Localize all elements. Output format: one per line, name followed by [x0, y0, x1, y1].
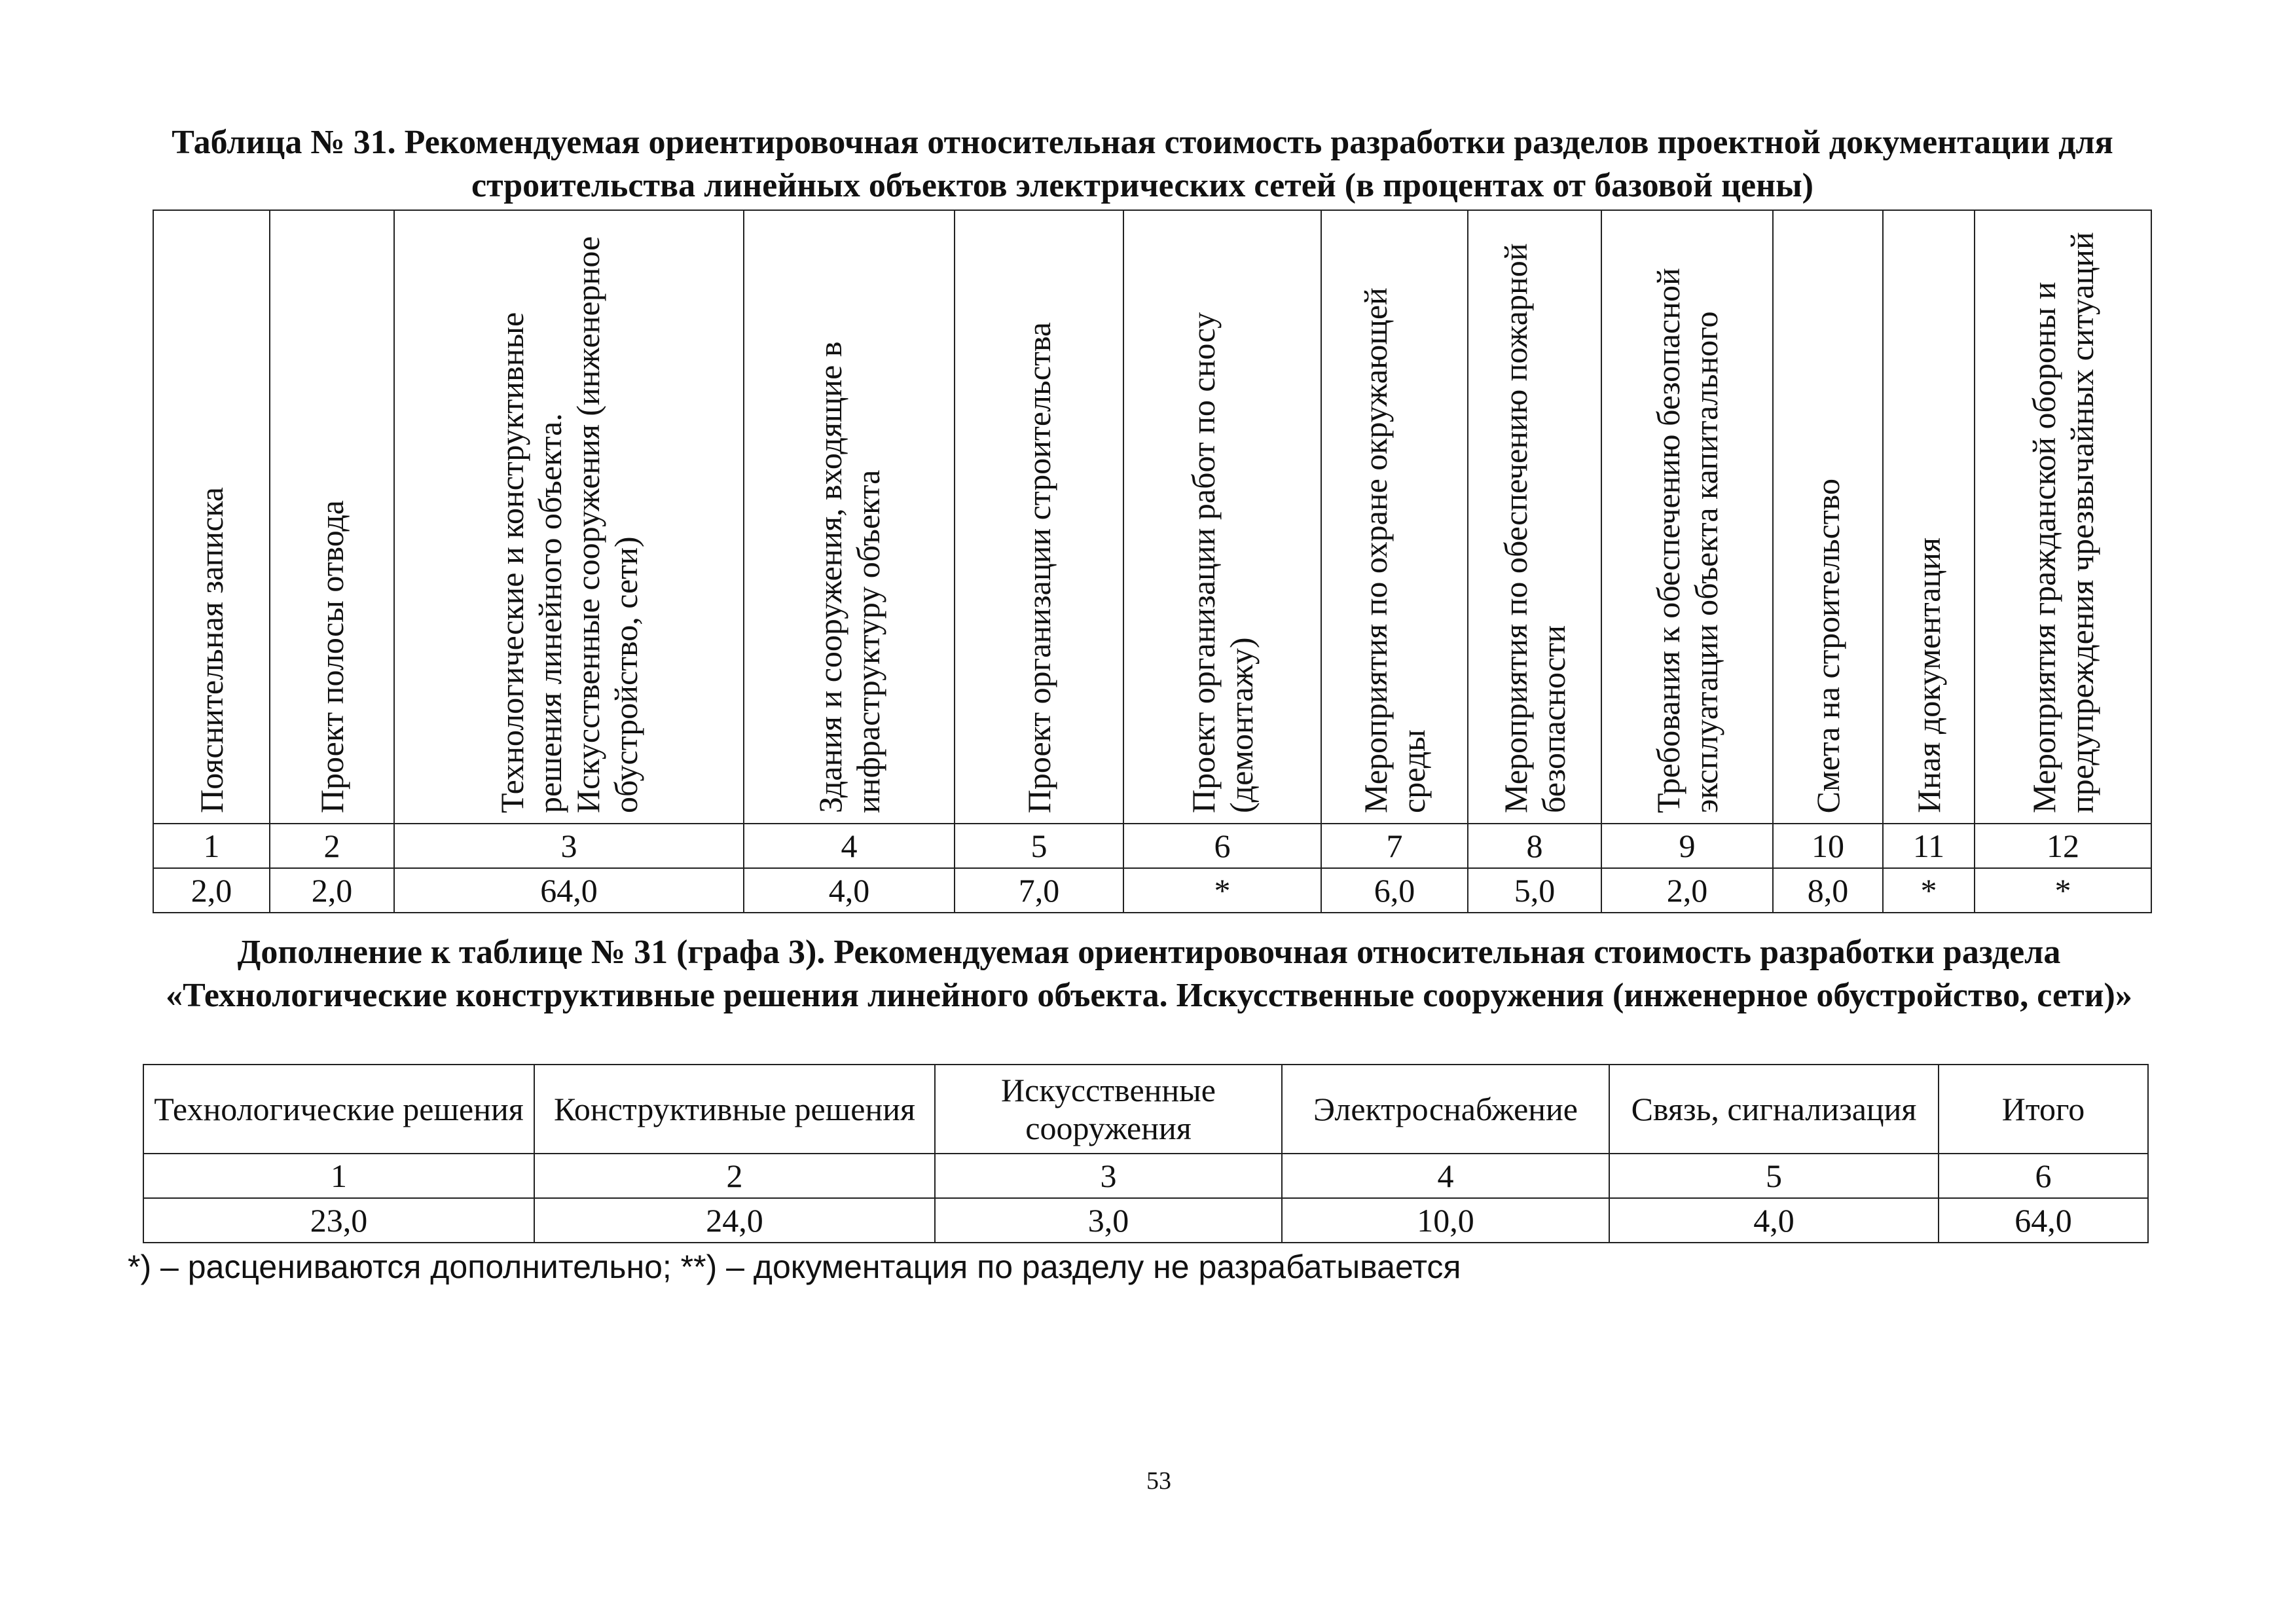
- supplement-value-row: [143, 1198, 2148, 1243]
- header-cell: [744, 210, 955, 824]
- table31-number-row: [153, 824, 2151, 868]
- header-cell: [1773, 210, 1883, 824]
- column-number: 6: [1939, 1154, 2148, 1198]
- column-number: 7: [1321, 824, 1468, 868]
- page-number: 53: [1146, 1467, 1171, 1495]
- header-cell: [394, 210, 744, 824]
- value-cell: 3,0: [935, 1198, 1282, 1243]
- column-number: 8: [1468, 824, 1601, 868]
- header-cell: [153, 210, 270, 824]
- value-cell: *: [1883, 868, 1975, 913]
- column-number: 4: [1282, 1154, 1609, 1198]
- column-number: 5: [955, 824, 1123, 868]
- header-go-chs: Мероприятия гражданской обороны и предупреждения чрезвычайных ситуаций: [2026, 232, 2100, 813]
- header-cell: [1883, 210, 1975, 824]
- header-bezopasnaya-ekspluataciya: Требования к обеспечению безопасной эксплуатации объекта капитального: [1650, 268, 1724, 813]
- header-pos: Проект организации строительства: [1021, 321, 1057, 813]
- value-cell: 10,0: [1282, 1198, 1609, 1243]
- header-itogo: Итого: [1939, 1065, 2148, 1154]
- supplement-number-row: [143, 1154, 2148, 1198]
- value-cell: 5,0: [1468, 868, 1601, 913]
- column-number: 9: [1601, 824, 1773, 868]
- value-cell: 64,0: [1939, 1198, 2148, 1243]
- header-smeta: Смета на строительство: [1810, 478, 1846, 813]
- supplement-header-row: [143, 1065, 2148, 1154]
- column-number: 2: [534, 1154, 935, 1198]
- value-cell: 2,0: [1601, 868, 1773, 913]
- header-cell: [955, 210, 1123, 824]
- header-okhrana-sredy: Мероприятия по охране окружающей среды: [1357, 287, 1432, 813]
- header-cell: [1468, 210, 1601, 824]
- header-tekhnologicheskie: Технологические и конструктивные решения линейного объекта. Искусственные сооружения (инженерное обустройство, сети): [494, 236, 644, 813]
- column-number: 10: [1773, 824, 1883, 868]
- column-number: 1: [143, 1154, 534, 1198]
- column-number: 11: [1883, 824, 1975, 868]
- header-svyaz: Связь, сигнализация: [1609, 1065, 1939, 1154]
- header-iskusstvennye-sooruzheniya: Искусственные сооружения: [935, 1065, 1282, 1154]
- table31-title: Таблица № 31. Рекомендуемая ориентировочная относительная стоимость разработки разделов проектной документации для строительства линейных объектов электрических сетей (в процентах от базовой цены): [172, 124, 2113, 204]
- value-cell: 24,0: [534, 1198, 935, 1243]
- value-cell: 4,0: [1609, 1198, 1939, 1243]
- header-proekt-polosy: Проект полосы отвода: [314, 500, 350, 813]
- header-cell: [1123, 210, 1321, 824]
- header-cell: [270, 210, 394, 824]
- column-number: 1: [153, 824, 270, 868]
- value-cell: 64,0: [394, 868, 744, 913]
- header-pozharnaya: Мероприятия по обеспечению пожарной безопасности: [1497, 243, 1572, 813]
- supplement-title: Дополнение к таблице № 31 (графа 3). Рекомендуемая ориентировочная относительная стоимость разработки раздела «Технологические конструктивные решения линейного объекта. Искусственные сооружения (инженерное обустройство, сети)»: [166, 934, 2132, 1014]
- header-poyasnitelnaya: Пояснительная записка: [193, 487, 230, 813]
- value-cell: *: [1975, 868, 2151, 913]
- column-number: 12: [1975, 824, 2151, 868]
- footnote: *) – расцениваются дополнительно; **) – документация по разделу не разрабатывается: [128, 1249, 1461, 1285]
- value-cell: 2,0: [270, 868, 394, 913]
- value-cell: 23,0: [143, 1198, 534, 1243]
- column-number: 6: [1123, 824, 1321, 868]
- header-snos: Проект организации работ по сносу (демонтажу): [1185, 312, 1260, 813]
- value-cell: 6,0: [1321, 868, 1468, 913]
- table31-value-row: [153, 868, 2151, 913]
- header-tekhnologicheskie-resheniya: Технологические решения: [143, 1065, 534, 1154]
- value-cell: *: [1123, 868, 1321, 913]
- header-cell: [1321, 210, 1468, 824]
- column-number: 2: [270, 824, 394, 868]
- value-cell: 4,0: [744, 868, 955, 913]
- column-number: 4: [744, 824, 955, 868]
- header-elektrosnabzhenie: Электроснабжение: [1282, 1065, 1609, 1154]
- value-cell: 2,0: [153, 868, 270, 913]
- supplement-table: [143, 1064, 2149, 1243]
- column-number: 3: [394, 824, 744, 868]
- table-31: [153, 210, 2152, 913]
- header-zdaniya: Здания и сооружения, входящие в инфраструктуру объекта: [812, 341, 886, 813]
- header-cell: [1601, 210, 1773, 824]
- header-cell: [1975, 210, 2151, 824]
- column-number: 3: [935, 1154, 1282, 1198]
- header-inaya: Иная документация: [1910, 538, 1947, 813]
- value-cell: 7,0: [955, 868, 1123, 913]
- column-number: 5: [1609, 1154, 1939, 1198]
- table31-header-row: [153, 210, 2151, 824]
- value-cell: 8,0: [1773, 868, 1883, 913]
- header-konstruktivnye-resheniya: Конструктивные решения: [534, 1065, 935, 1154]
